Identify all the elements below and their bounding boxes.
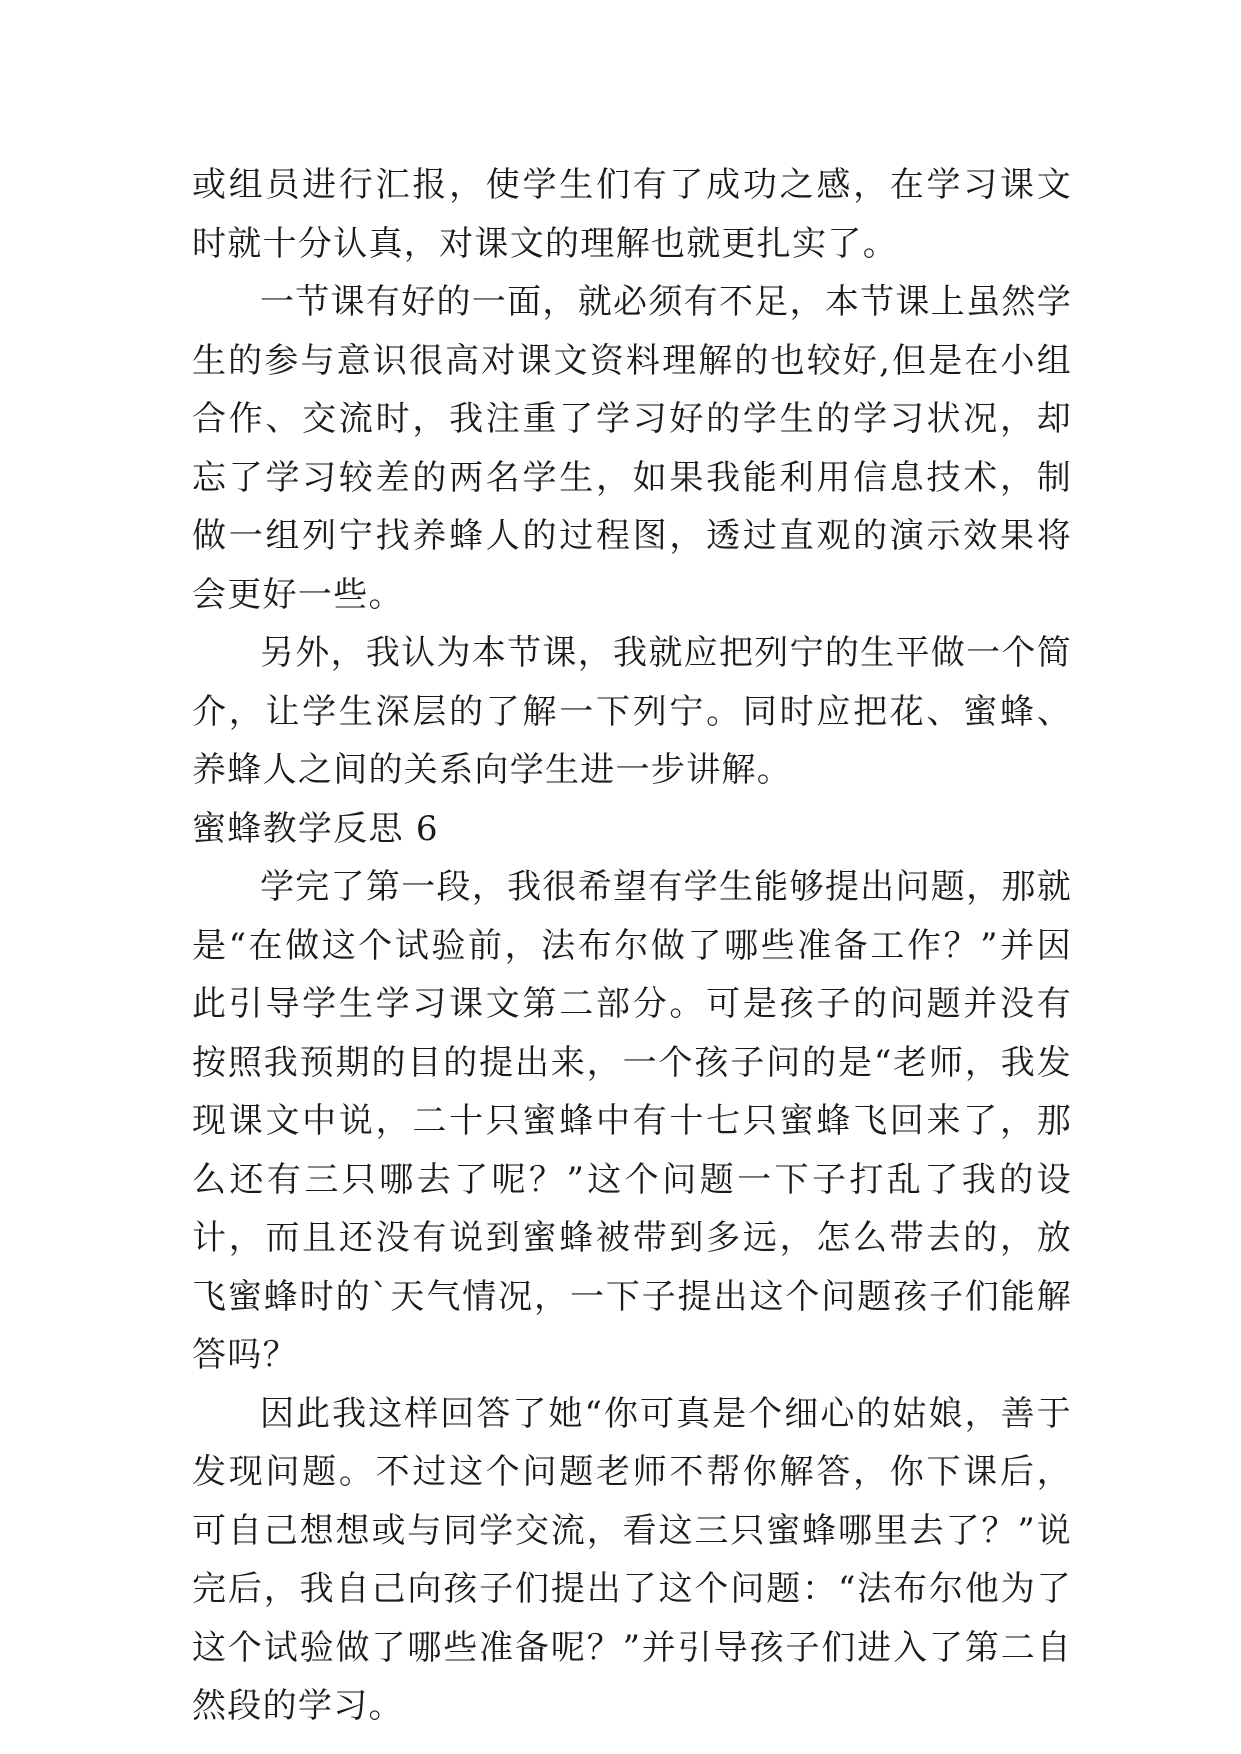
paragraph-continuation: 或组员进行汇报，使学生们有了成功之感，在学习课文时就十分认真，对课文的理解也就更扎实了。 [192, 165, 1072, 264]
paragraph-shortcomings: 一节课有好的一面，就必须有不足，本节课上虽然学生的参与意识很高对课文资料理解的也较好,但是在小组合作、交流时，我注重了学习好的学生的学习状况，却忘了学习较差的两名学生，如果我能利用信息技术，制做一组列宁找养蜂人的过程图，透过直观的演示效果将会更好一些。 [192, 282, 1072, 615]
paragraph-response: 因此我这样回答了她“你可真是个细心的姑娘，善于发现问题。不过这个问题老师不帮你解答，你下课后，可自己想想或与同学交流，看这三只蜜蜂哪里去了？”说完后，我自己向孩子们提出了这个问题：“法布尔他为了这个试验做了哪些准备呢？”并引导孩子们进入了第二自然段的学习。 [192, 1393, 1072, 1726]
paragraph-first-section: 学完了第一段，我很希望有学生能够提出问题，那就是“在做这个试验前，法布尔做了哪些准备工作？”并因此引导学生学习课文第二部分。可是孩子的问题并没有按照我预期的目的提出来，一个孩子问的是“老师，我发现课文中说，二十只蜜蜂中有十七只蜜蜂飞回来了，那么还有三只哪去了呢？”这个问题一下子打乱了我的设计，而且还没有说到蜜蜂被带到多远，怎么带去的，放飞蜜蜂时的`天气情况，一下子提出这个问题孩子们能解答吗？ [192, 867, 1072, 1375]
paragraph-additional-notes: 另外，我认为本节课，我就应把列宁的生平做一个简介，让学生深层的了解一下列宁。同时应把花、蜜蜂、养蜂人之间的关系向学生进一步讲解。 [192, 633, 1072, 790]
document-body [192, 156, 1072, 1736]
section-heading: 蜜蜂教学反思 6 [192, 808, 439, 849]
